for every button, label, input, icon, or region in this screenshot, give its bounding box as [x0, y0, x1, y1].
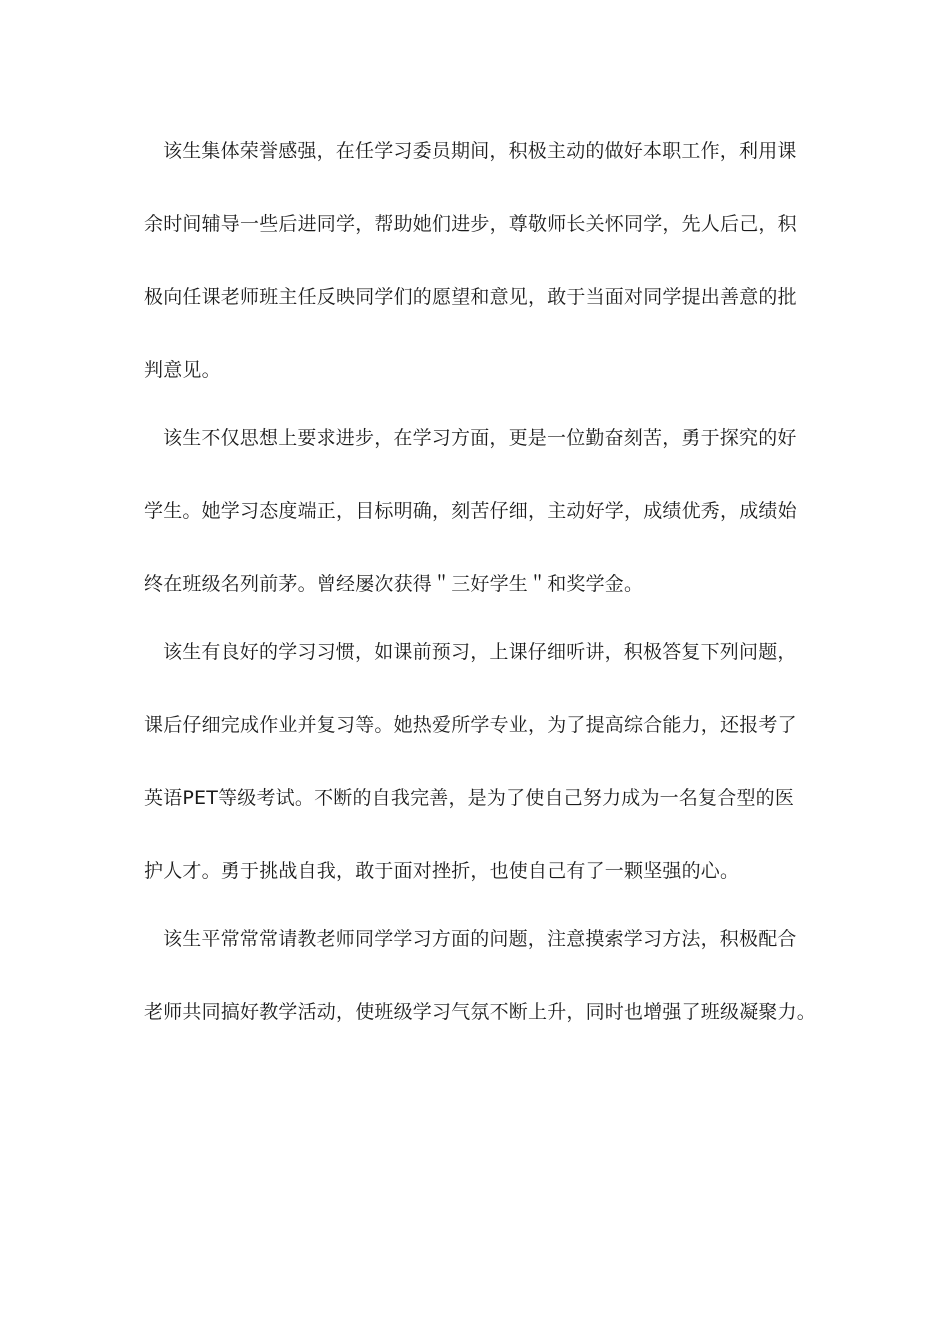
paragraph-1 [144, 133, 810, 420]
paragraph-line: 学生。她学习态度端正，目标明确，刻苦仔细，主动好学，成绩优秀，成绩始 [144, 500, 797, 522]
paragraph-4 [144, 921, 817, 1067]
paragraph-2 [144, 420, 810, 634]
paragraph-line: 终在班级名列前茅。曾经屡次获得＂三好学生＂和奖学金。 [144, 573, 644, 595]
paragraph-line: 余时间辅导一些后进同学，帮助她们进步，尊敬师长关怀同学，先人后己，积 [144, 213, 797, 235]
paragraph-line: 判意见。 [144, 359, 221, 381]
paragraph-line: 护人才。勇于挑战自我，敢于面对挫折，也使自己有了一颗坚强的心。 [144, 860, 740, 882]
paragraph-line: 该生平常常常请教老师同学学习方面的问题，注意摸索学习方法，积极配合 [163, 928, 797, 950]
paragraph-line: 该生不仅思想上要求进步，在学习方面，更是一位勤奋刻苦，勇于探究的好 [163, 427, 797, 449]
paragraph-line: 该生集体荣誉感强，在任学习委员期间，积极主动的做好本职工作，利用课 [163, 140, 797, 162]
paragraph-line: 极向任课老师班主任反映同学们的愿望和意见，敢于当面对同学提出善意的批 [144, 286, 797, 308]
paragraph-line: 老师共同搞好教学活动，使班级学习气氛不断上升，同时也增强了班级凝聚力。 [144, 1001, 817, 1023]
paragraph-line: 该生有良好的学习习惯，如课前预习，上课仔细听讲，积极答复下列问题， [163, 641, 797, 663]
document-body [144, 133, 817, 1067]
paragraph-line: 英语PET等级考试。不断的自我完善，是为了使自己努力成为一名复合型的医 [144, 787, 795, 809]
paragraph-line: 课后仔细完成作业并复习等。她热爱所学专业，为了提高综合能力，还报考了 [144, 714, 797, 736]
paragraph-3 [144, 634, 810, 921]
